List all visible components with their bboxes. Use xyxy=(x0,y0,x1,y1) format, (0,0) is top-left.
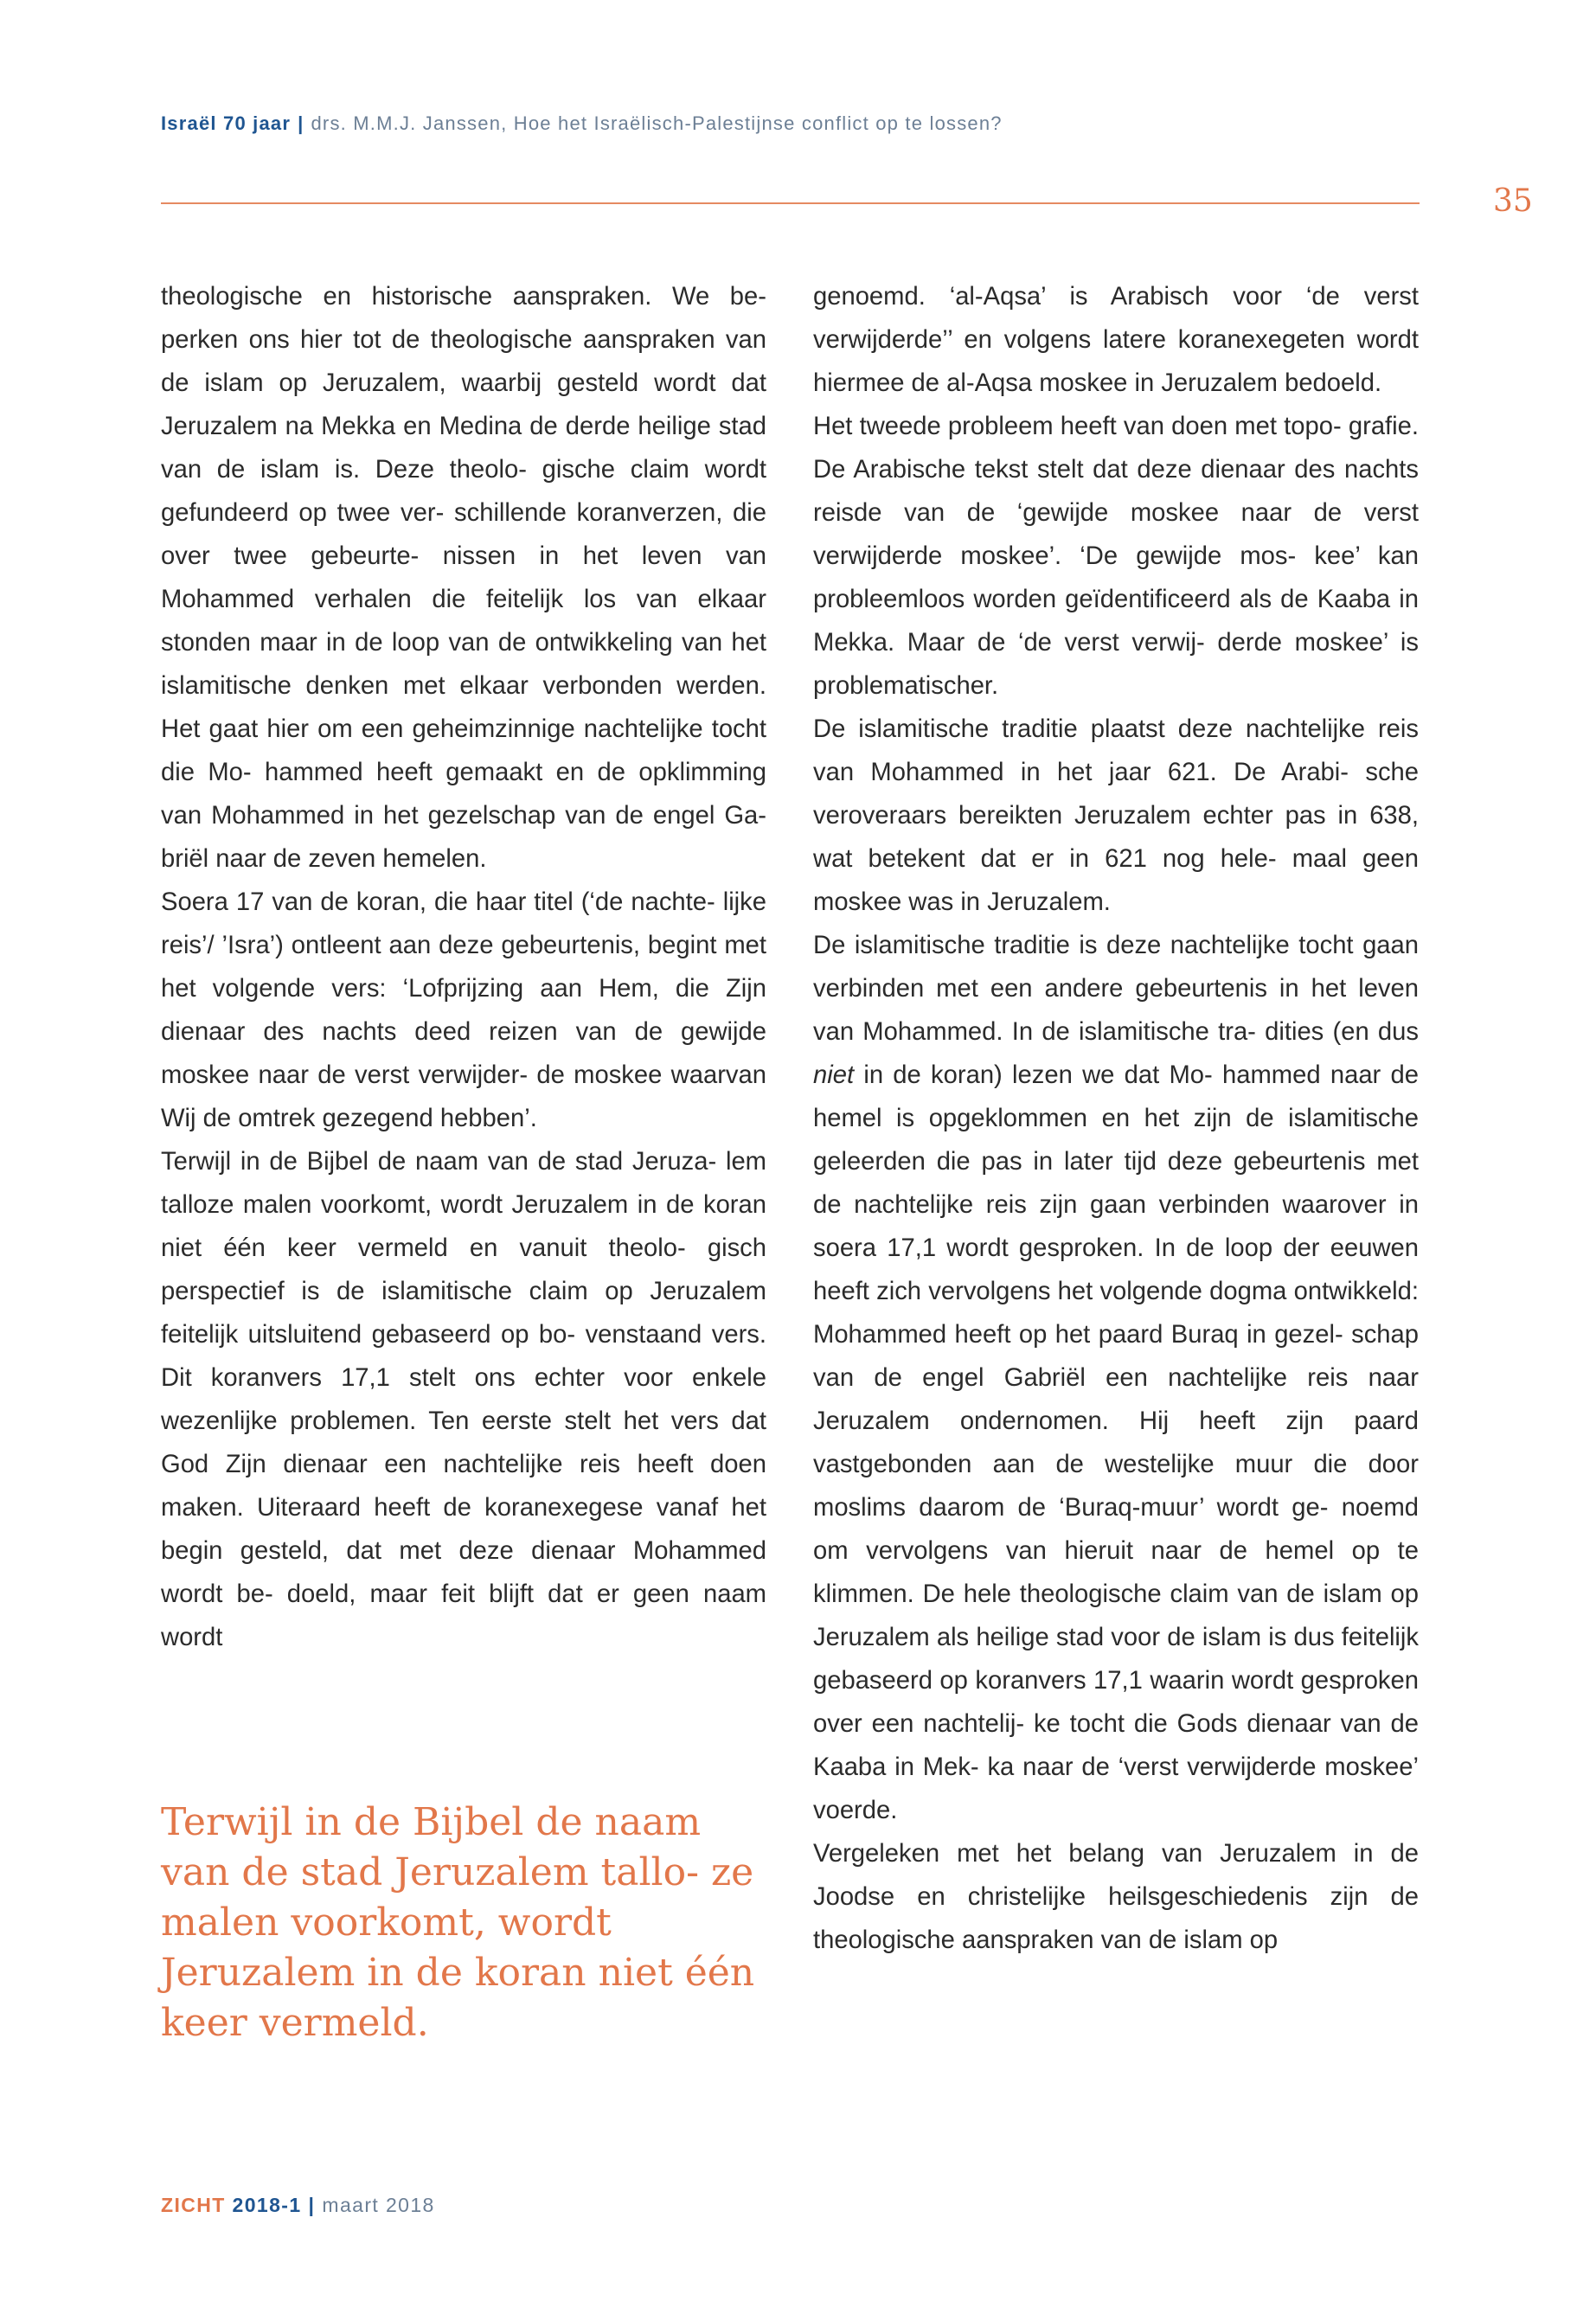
right-paragraph-4-start: De islamitische traditie is deze nachtelijke tocht gaan verbinden met een andere gebeurtenis in het leven van Mohammed. In de islamitische tra- dities (en dus xyxy=(813,932,1419,1046)
footer-date: maart 2018 xyxy=(322,2194,435,2216)
right-column xyxy=(813,275,1419,1962)
left-paragraph-2: Soera 17 van de koran, die haar titel (‘de nachte- lijke reis’/ ’Isra’) ontleent aan deze gebeurtenis, begint met het volgende vers: ‘Lofprijzing aan Hem, die Zijn dienaar des nachts deed reizen van de gewijde moskee naar de verst verwijder- de moskee waarvan Wij de omtrek gezegend hebben’. xyxy=(161,888,766,1132)
right-paragraph-5: Vergeleken met het belang van Jeruzalem in de Joodse en christelijke heilsgeschiedenis zijn de theologische aanspraken van de islam op xyxy=(813,1840,1419,1954)
left-paragraph-1: theologische en historische aanspraken. We be- perken ons hier tot de theologische aanspraken van de islam op Jeruzalem, waarbij gesteld wordt dat Jeruzalem na Mekka en Medina de derde heilige stad van de islam is. Deze theolo- gische claim wordt gefundeerd op twee ver- schillende koranverzen, die over twee gebeurte- nissen in het leven van Mohammed verhalen die feitelijk los van elkaar stonden maar in de loop van de ontwikkeling van het islamitische denken met elkaar verbonden werden. Het gaat hier om een geheimzinnige nachtelijke tocht die Mo- hammed heeft gemaakt en de opklimming van Mohammed in het gezelschap van de engel Ga- briël naar de zeven hemelen. xyxy=(161,283,766,873)
footer-issue: 2018-1 xyxy=(232,2194,302,2216)
right-paragraph-2: Het tweede probleem heeft van doen met topo- grafie. De Arabische tekst stelt dat deze dienaar des nachts reisde van de ‘gewijde moskee naar de verst verwijderde moskee’. ‘De gewijde mos- kee’ kan probleemloos worden geïdentificeerd als de Kaaba in Mekka. Maar de ‘de verst verwij- derde moskee’ is problematischer. xyxy=(813,413,1419,700)
page-number: 35 xyxy=(1493,183,1533,219)
footer-magazine: ZICHT xyxy=(161,2194,226,2216)
pull-quote: Terwijl in de Bijbel de naam van de stad Jeruzalem tallo- ze malen voorkomt, wordt Jeruzalem in de koran niet één keer vermeld. xyxy=(161,1800,755,2045)
running-header xyxy=(161,112,1003,135)
right-paragraph-1: genoemd. ‘al-Aqsa’ is Arabisch voor ‘de verst verwijderde’’ en volgens latere koranexegeten wordt hiermee de al-Aqsa moskee in Jeruzalem bedoeld. xyxy=(813,283,1419,397)
right-paragraph-4 xyxy=(813,924,1419,1832)
left-column xyxy=(161,275,766,1659)
right-paragraph-4-end: in de koran) lezen we dat Mo- hammed naar de hemel is opgeklommen en het zijn de islamitische geleerden die pas in later tijd deze gebeurtenis met de nachtelijke reis zijn gaan verbinden waarover in soera 17,1 wordt gesproken. In de loop der eeuwen heeft zich vervolgens het volgende dogma ontwikkeld: Mohammed heeft op het paard Buraq in gezel- schap van de engel Gabriël een nachtelijke reis naar Jeruzalem ondernomen. Hij heeft zijn paard vastgebonden aan de westelijke muur die door moslims daarom de ‘Buraq-muur’ wordt ge- noemd om vervolgens van hieruit naar de hemel op te klimmen. De hele theologische claim van de islam op Jeruzalem als heilige stad voor de islam is dus feitelijk gebaseerd op koranvers 17,1 waarin wordt gesproken over een nachtelij- ke tocht die Gods dienaar van de Kaaba in Mek- ka naar de ‘verst verwijderde moskee’ voerde. xyxy=(813,1061,1419,1824)
header-divider xyxy=(161,202,1420,204)
header-brand: Israël 70 jaar xyxy=(161,112,292,134)
header-separator: | xyxy=(298,112,304,134)
header-subtitle: drs. M.M.J. Janssen, Hoe het Israëlisch-Palestijnse conflict op te lossen? xyxy=(311,112,1003,134)
left-paragraph-3: Terwijl in de Bijbel de naam van de stad Jeruza- lem talloze malen voorkomt, wordt Jeruzalem in de koran niet één keer vermeld en vanuit theolo- gisch perspectief is de islamitische claim op Jeruzalem feitelijk uitsluitend gebaseerd op bo- venstaand vers. Dit koranvers 17,1 stelt ons echter voor enkele wezenlijke problemen. Ten eerste stelt het vers dat God Zijn dienaar een nachtelijke reis heeft doen maken. Uiteraard heeft de koranexegese vanaf het begin gesteld, dat met deze dienaar Mohammed wordt be- doeld, maar feit blijft dat er geen naam wordt xyxy=(161,1148,766,1651)
running-footer xyxy=(161,2194,435,2217)
footer-separator: | xyxy=(308,2194,316,2216)
right-paragraph-4-emphasis: niet xyxy=(813,1061,855,1089)
right-paragraph-3: De islamitische traditie plaatst deze nachtelijke reis van Mohammed in het jaar 621. De Arabi- sche veroveraars bereikten Jeruzalem echter pas in 638, wat betekent dat er in 621 nog hele- maal geen moskee was in Jeruzalem. xyxy=(813,715,1419,916)
